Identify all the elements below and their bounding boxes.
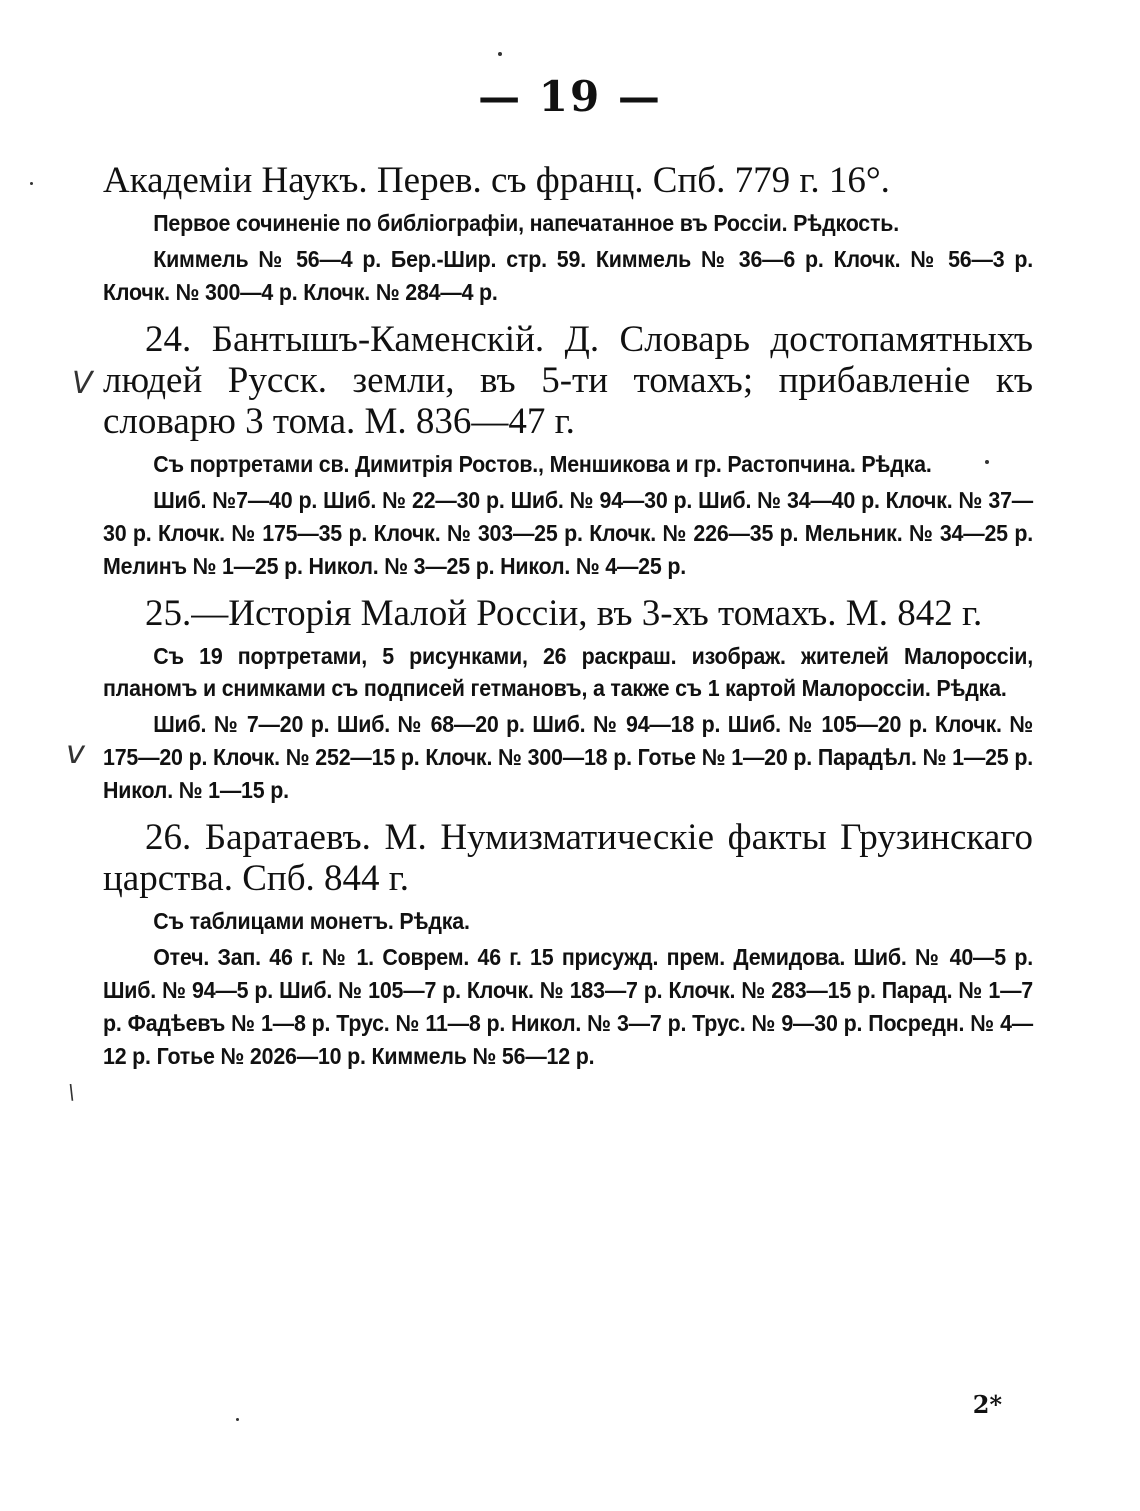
entry-note: Первое сочиненіе по библіографіи, напечатанное въ Россіи. Рѣдкость. bbox=[153, 210, 900, 236]
entry-prices: Киммель № 56—4 р. Бер.-Шир. стр. 59. Киммель № 36—6 р. Клочк. № 56—3 р. Клочк. № 300—4 р. Клочк. № 284—4 р. bbox=[103, 246, 1034, 305]
entry-prices: Отеч. Зап. 46 г. № 1. Соврем. 46 г. 15 присужд. прем. Демидова. Шиб. № 40—5 р. Шиб. № 94—5 р. Шиб. № 105—7 р. Клочк. № 183—7 р. Клочк. № 283—15 р. Парад. № 1—7 р. Фадѣевъ № 1—8 р. Трус. № 11—8 р. Никол. № 3—7 р. Трус. № 9—30 р. Посредн. № 4—12 р. Готье № 2026—10 р. Киммель № 56—12 р. bbox=[103, 944, 1034, 1069]
scan-speck bbox=[30, 182, 33, 185]
printer-signature: 2* bbox=[972, 1390, 1002, 1419]
entry-title: Академіи Наукъ. Перев. съ франц. Спб. 779 г. 16°. bbox=[103, 160, 890, 201]
entry-academy bbox=[103, 160, 1033, 309]
entry-prices: Шиб. № 7—20 р. Шиб. № 68—20 р. Шиб. № 94—18 р. Шиб. № 105—20 р. Клочк. № 175—20 р. Клочк. № 252—15 р. Клочк. № 300—18 р. Готье № 1—20 р. Парадѣл. № 1—25 р. Никол. № 1—15 р. bbox=[103, 711, 1034, 803]
margin-check-mark-26: \ bbox=[68, 1080, 75, 1104]
entry-prices: Шиб. №7—40 р. Шиб. № 22—30 р. Шиб. № 94—30 р. Шиб. № 34—40 р. Клочк. № 37—30 р. Клочк. № 175—35 р. Клочк. № 303—25 р. Клочк. № 226—35 р. Мельник. № 34—25 р. Мелинъ № 1—25 р. Никол. № 3—25 р. Никол. № 4—25 р. bbox=[103, 487, 1034, 579]
entry-title: 25.—Исторія Малой Россіи, въ 3-хъ томахъ. М. 842 г. bbox=[145, 593, 983, 634]
entry-25 bbox=[103, 593, 1033, 807]
scan-speck bbox=[498, 52, 502, 56]
entry-note: Съ 19 портретами, 5 рисунками, 26 раскраш. изображ. жителей Малороссіи, планомъ и снимками съ подписей гетмановъ, а также съ 1 картой Малороссіи. Рѣдка. bbox=[103, 643, 1034, 701]
entry-note: Съ таблицами монетъ. Рѣдка. bbox=[153, 908, 470, 934]
entry-title: 24. Бантышъ-Каменскій. Д. Словарь достопамятныхъ людей Русск. земли, въ 5-ти томахъ; прибавленіе къ словарю 3 тома. М. 836—47 г. bbox=[103, 319, 1033, 442]
entries-body bbox=[103, 160, 1033, 1083]
entry-26 bbox=[103, 817, 1033, 1073]
entry-24 bbox=[103, 319, 1033, 583]
entry-title: 26. Баратаевъ. М. Нумизматическіе факты Грузинскаго царства. Спб. 844 г. bbox=[103, 817, 1033, 899]
margin-check-mark-25: v bbox=[66, 733, 85, 771]
margin-check-mark-24: V bbox=[72, 366, 93, 401]
page-number: — 19 — bbox=[478, 72, 662, 121]
entry-note: Съ портретами св. Димитрія Ростов., Меншикова и гр. Растопчина. Рѣдка. bbox=[153, 451, 932, 477]
scan-speck bbox=[236, 1418, 239, 1421]
